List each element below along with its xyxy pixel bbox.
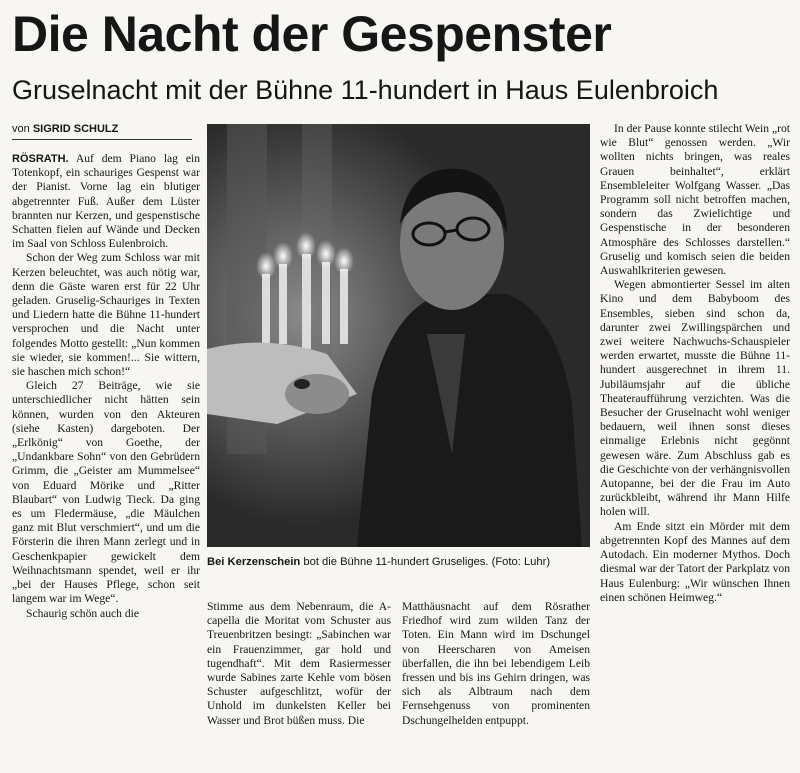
headline: Die Nacht der Gespenster — [12, 6, 612, 62]
dateline: RÖSRATH. — [12, 153, 69, 165]
article-photo — [207, 124, 590, 547]
paragraph: Am Ende sitzt ein Mörder mit dem abgetrennten Kopf des Mannes auf dem Autodach. Ein moderner Mythos. Doch diesmal war der Tatort der Parkplatz von Haus Eulenburg: „Wir wünschen Ihnen einen schönen Heimweg.“ — [600, 519, 790, 604]
article-column-4 — [600, 122, 790, 770]
photo-caption — [207, 555, 590, 569]
author-name: SIGRID SCHULZ — [32, 123, 119, 135]
paragraph: Schaurig schön auch die — [26, 606, 140, 620]
paragraph: Stimme aus dem Nebenraum, die A-capella die Moritat vom Schuster aus Treuenbritzen besingt: „Sabinchen war ein Frauenzimmer, gar hold und tugendhaft“. Mit dem Rasiermesser wurde Sabines zarte Kehle vom bösen Schuster aufgeschlitzt, wofür der Unhold im dunkelsten Keller bei Wasser und Brot büßen muss. Die — [207, 600, 391, 727]
byline-prefix: von — [12, 123, 30, 135]
paragraph: Wegen abmontierter Sessel im alten Kino und dem Babyboom des Ensembles, sieben sind schon da, darunter zwei Zwillingspärchen und zwei weitere Nachwuchs-Schauspieler werden erwartet, musste die Bühne 11-hundert ausgerechnet in ihrem 11. Jubiläumsjahr auf die übliche Theateraufführung verzichten. Was die Besucher der Gruselnacht wohl weniger bedauern, weil ihnen sonst dieses einmalige Erlebnis nicht gegönnt gewesen wäre. Zum Abschluss gab es die Geschichte von der verhängnisvollen Autopanne, bei der die Frau im Auto zurückbleibt, während ihr Mann Hilfe holen will. — [600, 278, 790, 519]
paragraph: Gleich 27 Beiträge, wie sie unterschiedlicher nicht hätten sein können, wurden von den Akteuren (siehe Kasten) dargeboten. Der „Erlkönig“ von Goethe, der „Undankbare Sohn“ von den Gebrüdern Grimm, die „Geister am Mummelsee“ von Eduard Mörike und „Ritter Blaubart“ von Ludwig Tieck. Da ging es um Fledermäuse, „die Mäulchen ganz mit Blut verschmiert“, und um die Försterin die ihren Mann zerlegt und in Geschenkpapier gewickelt dem Weihnachtsmann spendet, weil er ihr „bei der Hauses Pflege, schon seit langem war im Wege“. — [12, 379, 200, 606]
article-column-3 — [402, 600, 590, 770]
caption-text: bot die Bühne 11-hundert Gruseliges. (Foto: Luhr) — [303, 556, 551, 568]
caption-lead: Bei Kerzenschein — [207, 556, 301, 568]
paragraph — [12, 152, 200, 251]
article-column-1 — [12, 152, 200, 770]
paragraph-text: Auf dem Piano lag ein Totenkopf, ein schauriges Gespenst war der Pianist. Vorne lag ein blutiger abgetrennter Fuß. Außer dem Lüster brannten nur Kerzen, und gespenstische Schatten fielen auf Wände und Decken im Saal von Schloss Eulenbroich. — [12, 152, 200, 251]
subheadline: Gruselnacht mit der Bühne 11-hundert in Haus Eulenbroich — [12, 75, 719, 105]
paragraph: Schon der Weg zum Schloss war mit Kerzen beleuchtet, was auch nötig war, denn die Gäste waren erst für 22 Uhr geladen. Gruselig-Schauriges in Texten und Liedern hatte die Bühne 11-hundert versprochen und die Nacht unter folgendes Motto gestellt: „Nun kommen sie wieder, sie kommen!... Sie wittern, sie haschen mich schon!“ — [12, 251, 200, 379]
paragraph: In der Pause konnte stilecht Wein „rot wie Blut“ genossen werden. „Wir wollten nichts bringen, was reales Grauen beinhaltet“, erklärt Ensembleleiter Wolfgang Wasser. „Das Programm soll nicht betroffen machen, sondern das Zwielichtige und Gespenstische in der besonderen Atmosphäre des Schlosses darstellen.“ Gruselig und komisch seien die beiden Auswahlkriterien gewesen. — [600, 122, 790, 278]
candlelight-reader-photo-icon — [207, 124, 590, 547]
paragraph: Matthäusnacht auf dem Rösrather Friedhof wird zum wilden Tanz der Toten. Ein Mann wird im Dschungel von Heerscharen von Ameisen überfallen, die ihn bei lebendigem Leib fressen und bis ins Gehirn dringen, was sich als Albtraum nach dem Fernsehgenuss von prominenten Dschungelhelden entpuppt. — [402, 600, 590, 727]
byline-rule — [12, 139, 192, 140]
byline — [12, 123, 118, 135]
article-column-2 — [207, 600, 391, 770]
